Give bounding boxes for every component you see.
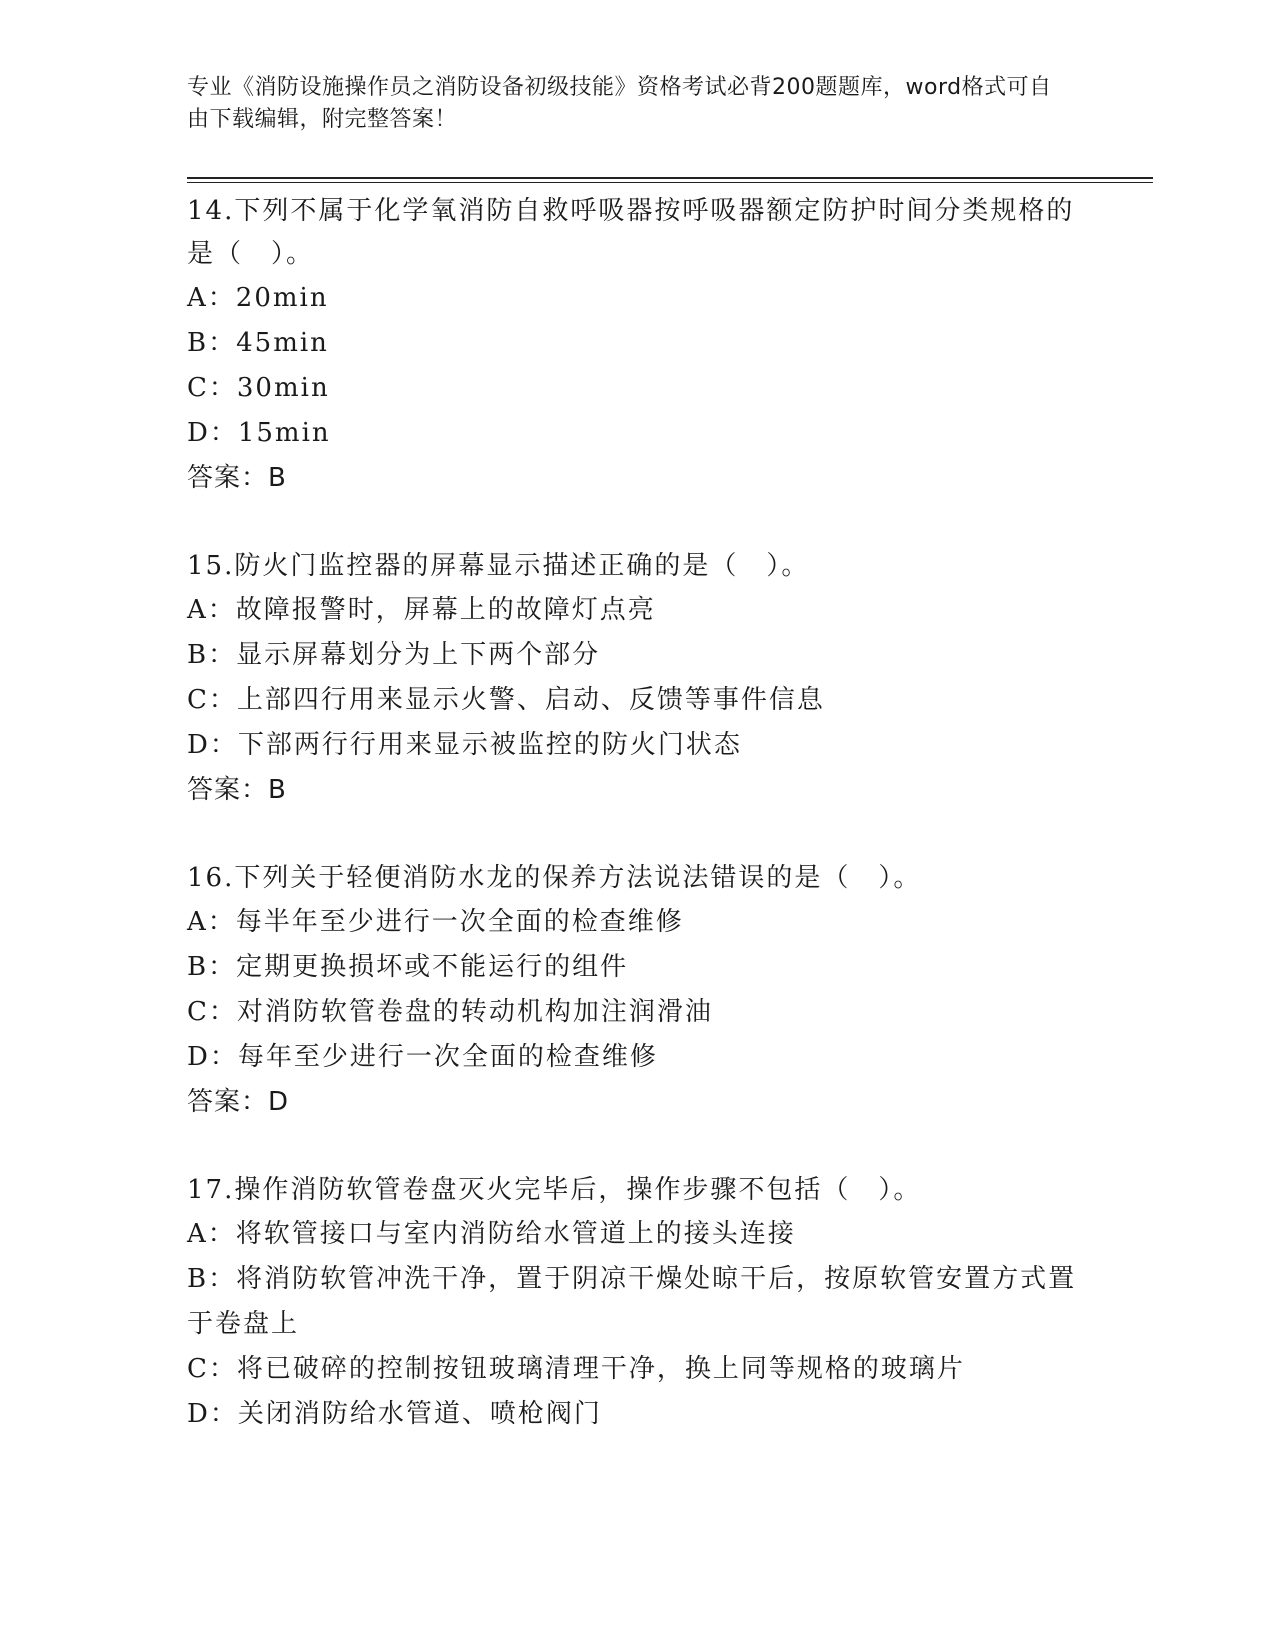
header-divider-thick — [187, 177, 1153, 179]
option-d: D：下部两行行用来显示被监控的防火门状态 — [187, 730, 742, 760]
option-b: B：显示屏幕划分为上下两个部分 — [187, 640, 601, 670]
option-a: A：故障报警时，屏幕上的故障灯点亮 — [187, 595, 656, 625]
option-b: B：将消防软管冲洗干净，置于阴凉干燥处晾干后，按原软管安置方式置于卷盘上 — [187, 1264, 1077, 1339]
question-list — [187, 190, 1087, 1482]
option-b: B：45min — [187, 328, 329, 358]
question-16 — [187, 857, 1087, 1124]
answer-label: 答案：B — [187, 463, 287, 493]
option-a: A：每半年至少进行一次全面的检查维修 — [187, 907, 684, 937]
header-divider-thin — [187, 182, 1153, 183]
option-d: D：15min — [187, 418, 331, 448]
question-15 — [187, 545, 1087, 812]
question-stem: 15.防火门监控器的屏幕显示描述正确的是（ ）。 — [187, 551, 810, 581]
question-stem: 17.操作消防软管卷盘灭火完毕后，操作步骤不包括（ ）。 — [187, 1175, 922, 1205]
question-14 — [187, 190, 1087, 500]
option-c: C：对消防软管卷盘的转动机构加注润滑油 — [187, 997, 713, 1027]
option-b: B：定期更换损坏或不能运行的组件 — [187, 952, 629, 982]
question-stem: 14.下列不属于化学氧消防自救呼吸器按呼吸器额定防护时间分类规格的是（ ）。 — [187, 196, 1075, 269]
answer-label: 答案：B — [187, 775, 287, 805]
question-17 — [187, 1169, 1087, 1437]
option-d: D：每年至少进行一次全面的检查维修 — [187, 1042, 658, 1072]
option-a: A：将软管接口与室内消防给水管道上的接头连接 — [187, 1219, 796, 1249]
question-stem: 16.下列关于轻便消防水龙的保养方法说法错误的是（ ）。 — [187, 863, 922, 893]
option-a: A：20min — [187, 283, 329, 313]
document-header — [187, 72, 1067, 136]
header-title: 专业《消防设施操作员之消防设备初级技能》资格考试必背200题题库，word格式可自由下载编辑，附完整答案！ — [187, 75, 1052, 132]
option-c: C：将已破碎的控制按钮玻璃清理干净，换上同等规格的玻璃片 — [187, 1354, 965, 1384]
option-c: C：上部四行用来显示火警、启动、反馈等事件信息 — [187, 685, 825, 715]
answer-label: 答案：D — [187, 1087, 290, 1117]
option-d: D：关闭消防给水管道、喷枪阀门 — [187, 1399, 602, 1429]
option-c: C：30min — [187, 373, 330, 403]
